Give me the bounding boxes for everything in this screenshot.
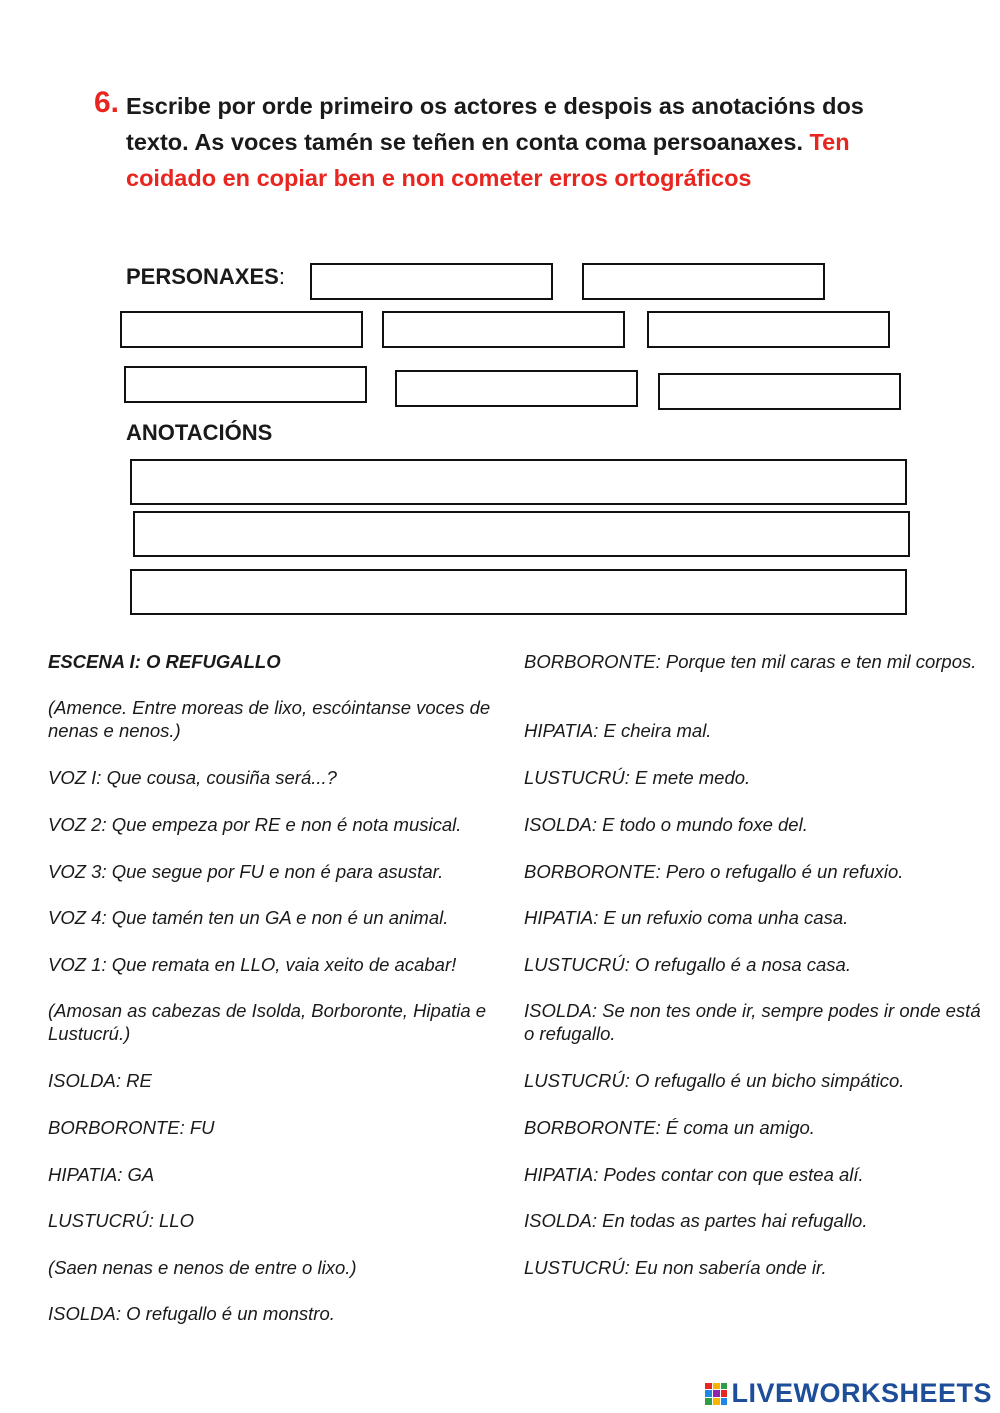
character-input-6[interactable] — [124, 366, 367, 403]
character-input-3[interactable] — [120, 311, 363, 348]
question-text: Escribe por orde primeiro os actores e despois as anotacións dos texto. As voces tamén se teñen en conta coma persoanaxes. — [126, 93, 864, 155]
anotacions-label: ANOTACIÓNS — [126, 420, 273, 445]
script-line: VOZ 2: Que empeza por RE e non é nota musical. — [48, 814, 462, 835]
script-line: HIPATIA: GA — [48, 1164, 155, 1185]
script-line: LUSTUCRÚ: O refugallo é a nosa casa. — [524, 954, 851, 975]
annotation-input-2[interactable] — [133, 511, 910, 557]
liveworksheets-logo-icon — [705, 1383, 727, 1405]
liveworksheets-logo — [705, 1378, 992, 1409]
script-line: HIPATIA: E un refuxio coma unha casa. — [524, 907, 849, 928]
annotation-input-1[interactable] — [130, 459, 907, 505]
stage-direction: (Saen nenas e nenos de entre o lixo.) — [48, 1257, 357, 1278]
annotation-input-3[interactable] — [130, 569, 907, 615]
question-instructions — [126, 88, 886, 196]
character-input-2[interactable] — [582, 263, 825, 300]
character-input-4[interactable] — [382, 311, 625, 348]
character-input-5[interactable] — [647, 311, 890, 348]
stage-direction: (Amosan as cabezas de Isolda, Borboronte, Hipatia e Lustucrú.) — [48, 1000, 487, 1044]
script-line: ISOLDA: RE — [48, 1070, 152, 1091]
question-warning: Ten coidado en copiar ben e non cometer erros ortográficos — [126, 129, 850, 191]
script-line: VOZ I: Que cousa, cousiña será...? — [48, 767, 337, 788]
script-line: HIPATIA: E cheira mal. — [524, 720, 712, 741]
script-line: VOZ 3: Que segue por FU e non é para asustar. — [48, 861, 444, 882]
script-line: HIPATIA: Podes contar con que estea alí. — [524, 1164, 864, 1185]
script-line: ISOLDA: O refugallo é un monstro. — [48, 1303, 335, 1324]
script-line: BORBORONTE: Porque ten mil caras e ten mil corpos. — [524, 651, 977, 672]
question-number: 6. — [94, 86, 120, 119]
scene-title: ESCENA I: O REFUGALLO — [48, 651, 281, 672]
character-input-7[interactable] — [395, 370, 638, 407]
personaxes-label-text: PERSONAXES — [126, 264, 279, 289]
script-line: ISOLDA: E todo o mundo foxe del. — [524, 814, 808, 835]
script-line: BORBORONTE: FU — [48, 1117, 215, 1138]
script-line: LUSTUCRÚ: E mete medo. — [524, 767, 751, 788]
script-line: LUSTUCRÚ: Eu non sabería onde ir. — [524, 1257, 827, 1278]
script-line: BORBORONTE: É coma un amigo. — [524, 1117, 815, 1138]
stage-direction: (Amence. Entre moreas de lixo, escóintanse voces de nenas e nenos.) — [48, 697, 491, 741]
liveworksheets-logo-text: LIVEWORKSHEETS — [731, 1378, 992, 1408]
script-line: ISOLDA: Se non tes onde ir, sempre podes ir onde está o refugallo. — [524, 1000, 981, 1044]
character-input-8[interactable] — [658, 373, 901, 410]
script-line: LUSTUCRÚ: O refugallo é un bicho simpático. — [524, 1070, 905, 1091]
script-line: BORBORONTE: Pero o refugallo é un refuxio. — [524, 861, 904, 882]
character-input-1[interactable] — [310, 263, 553, 300]
script-line: VOZ 1: Que remata en LLO, vaia xeito de acabar! — [48, 954, 457, 975]
script-line: LUSTUCRÚ: LLO — [48, 1210, 194, 1231]
personaxes-label — [126, 264, 285, 290]
personaxes-colon: : — [278, 264, 285, 289]
script-line: VOZ 4: Que tamén ten un GA e non é un animal. — [48, 907, 449, 928]
script-line: ISOLDA: En todas as partes hai refugallo. — [524, 1210, 868, 1231]
